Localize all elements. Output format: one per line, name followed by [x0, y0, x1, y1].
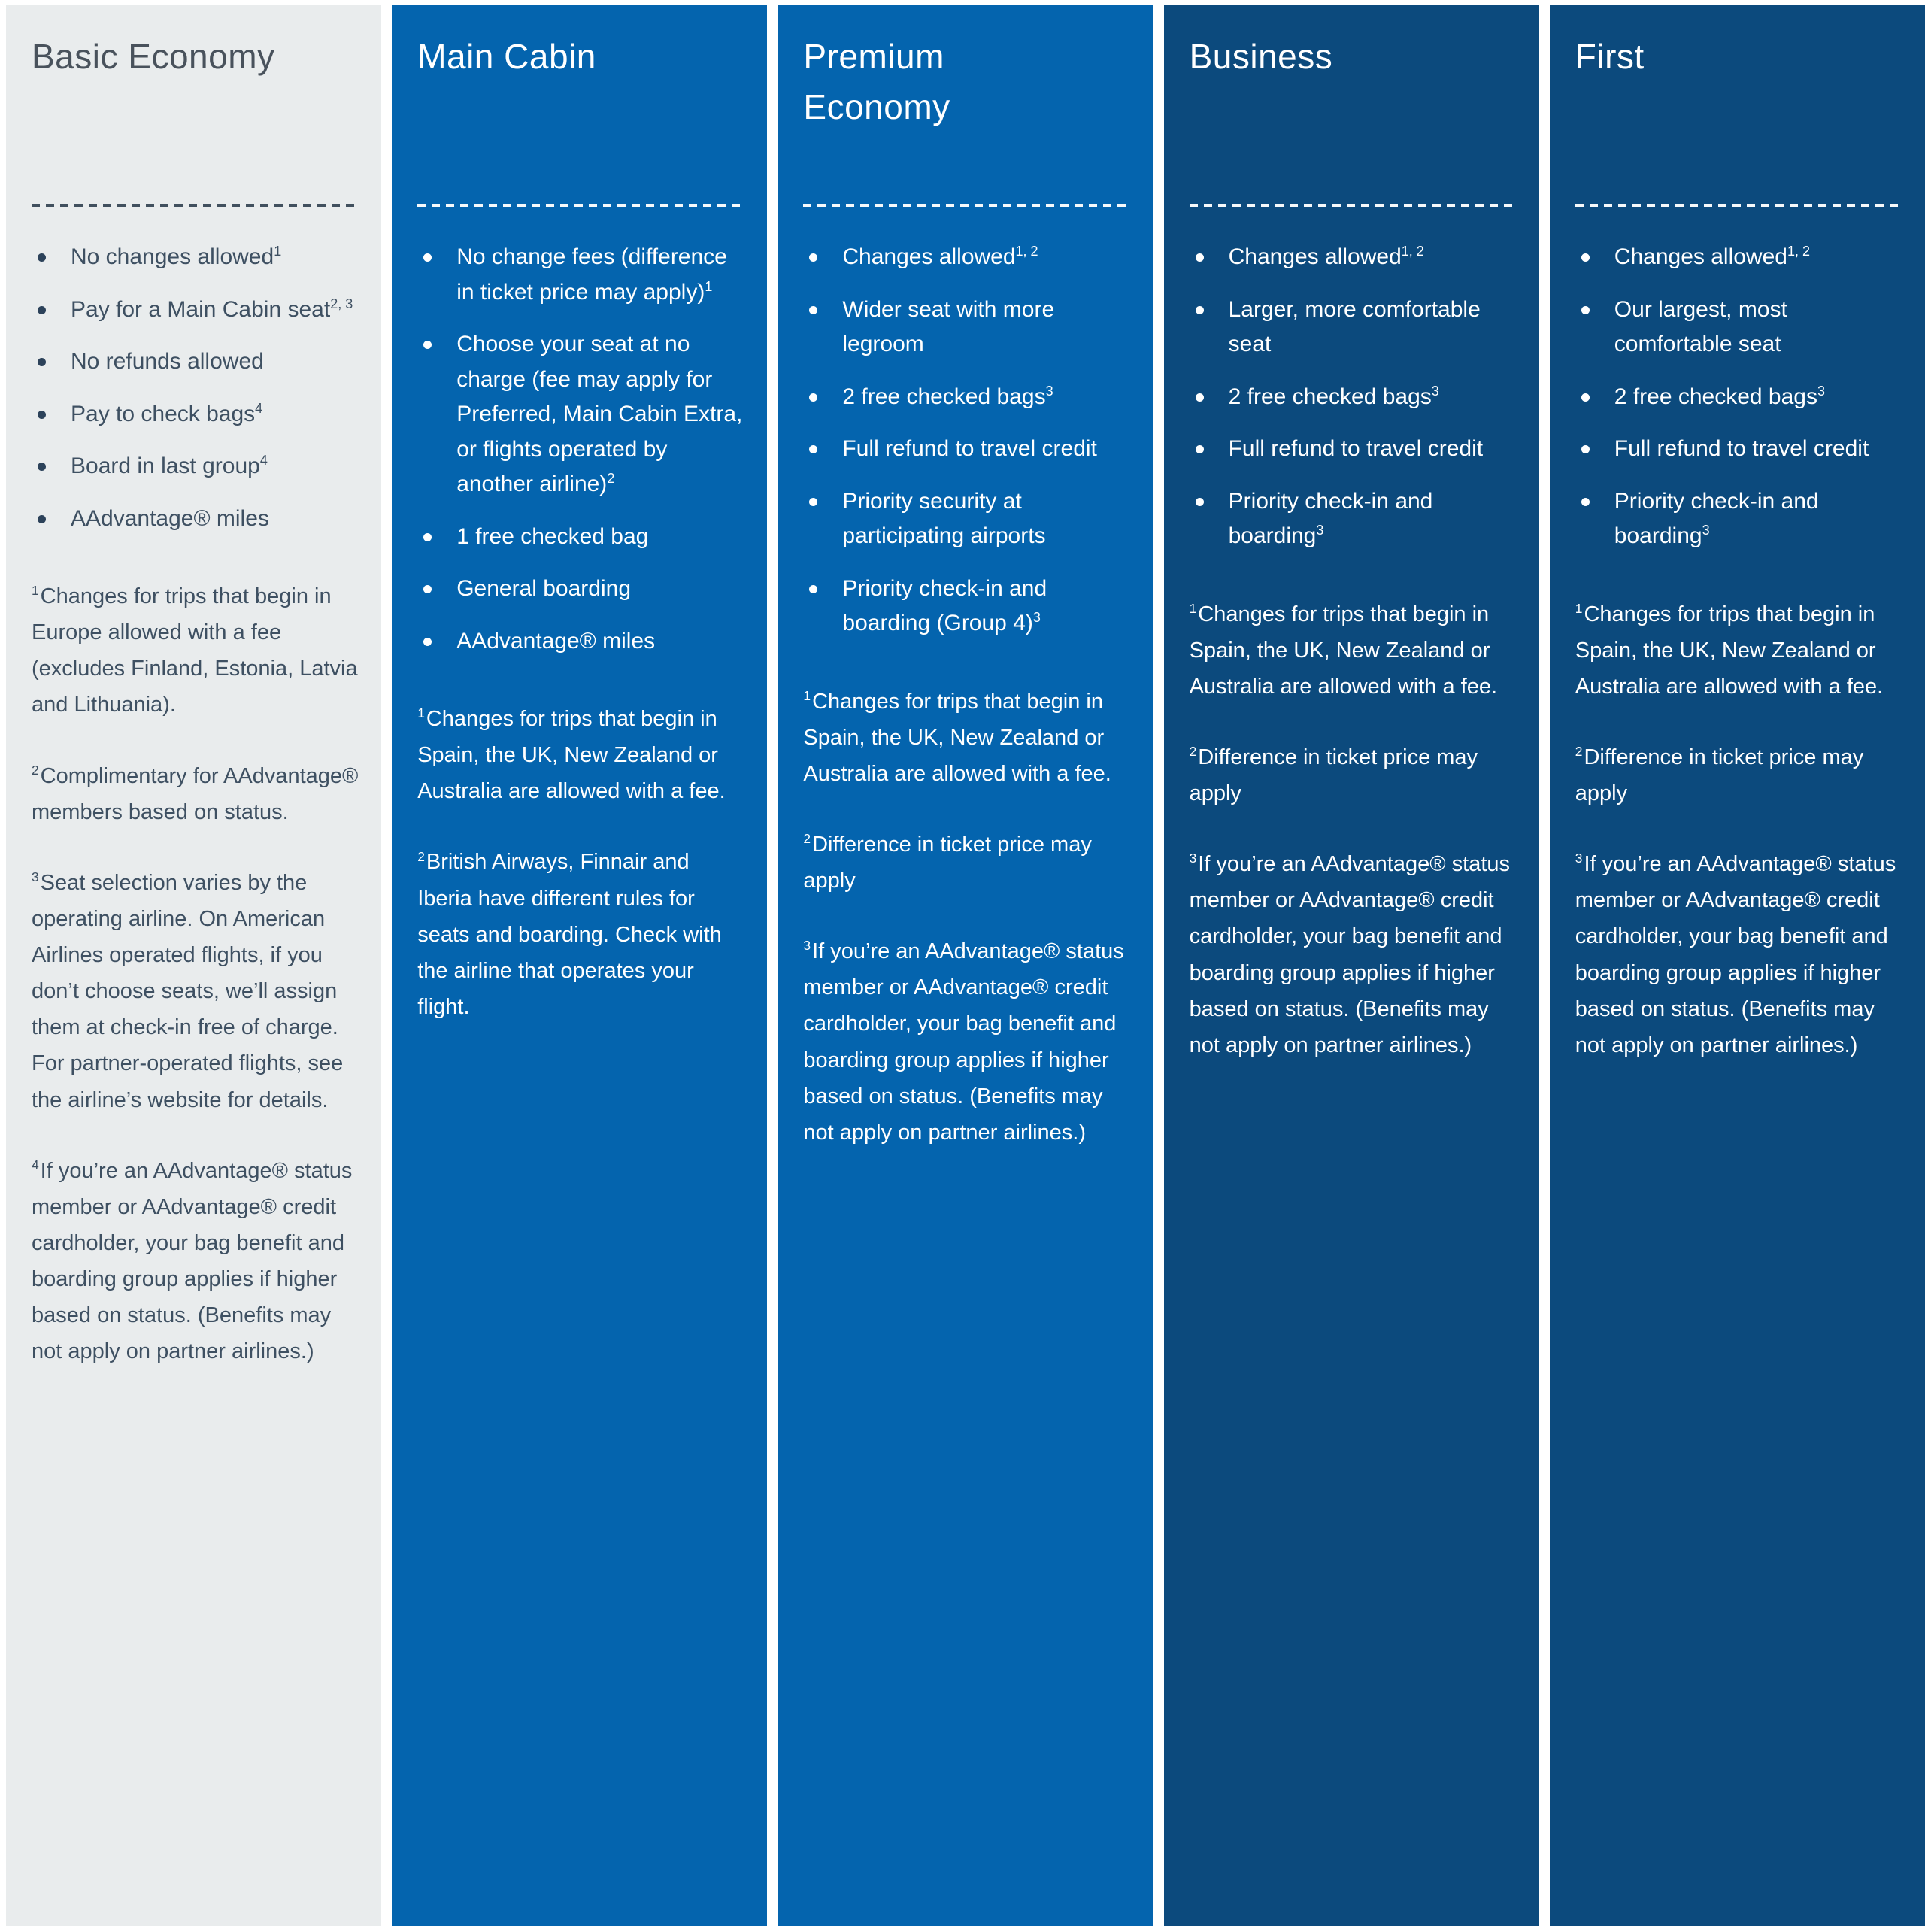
bullet-icon	[1581, 393, 1590, 402]
benefit-list	[1575, 240, 1902, 554]
footnote-list	[32, 578, 359, 1369]
footnote: $^2$Difference in ticket price may apply	[803, 831, 1092, 893]
bullet-icon	[809, 585, 817, 593]
footnote: $^1$Changes for trips that begin in Spain, the UK, New Zealand or Australia are allowed with a fee.	[803, 687, 1111, 786]
benefit-item: 1 free checked bag	[417, 520, 744, 555]
bullet-icon	[809, 498, 817, 506]
benefit-item: Board in last group$^4$	[32, 449, 359, 484]
benefit-item: 2 free checked bags$^3$	[1575, 380, 1902, 415]
footnote: $^3$Seat selection varies by the operating airline. On American Airlines operated flights, if you don’t choose seats, we’ll assign them at check-in free of charge. For partner-operated flights, see the airline’s website for details.	[32, 869, 344, 1112]
benefit-item: Priority check-in and boarding$^3$	[1575, 484, 1902, 554]
bullet-icon	[1196, 498, 1204, 506]
benefit-item: Full refund to travel credit	[803, 432, 1130, 467]
dashed-divider	[1575, 204, 1902, 207]
benefit-item: No change fees (difference in ticket price may apply)$^1$	[417, 240, 744, 310]
benefit-item: Choose your seat at no charge (fee may apply for Preferred, Main Cabin Extra, or flights operated by another airline)$^2$	[417, 327, 744, 502]
benefit-item: 2 free checked bags$^3$	[803, 380, 1130, 415]
column-title: Basic Economy	[32, 37, 275, 76]
fare-column-business	[1164, 5, 1539, 1926]
footnote: $^2$Complimentary for AAdvantage® members based on status.	[32, 762, 359, 824]
benefit-item: Pay to check bags$^4$	[32, 397, 359, 432]
benefit-list	[417, 240, 744, 659]
benefit-list	[32, 240, 359, 536]
benefit-item: Priority check-in and boarding$^3$	[1190, 484, 1517, 554]
footnote-list	[803, 684, 1130, 1151]
bullet-icon	[423, 638, 432, 646]
bullet-icon	[38, 253, 46, 262]
benefit-item: Full refund to travel credit	[1575, 432, 1902, 467]
bullet-icon	[423, 253, 432, 262]
footnote: $^1$Changes for trips that begin in Europe allowed with a fee (excludes Finland, Estonia, Latvia and Lithuania).	[32, 583, 358, 717]
fare-column-basic-economy	[6, 5, 381, 1926]
footnote: $^2$Difference in ticket price may apply	[1189, 744, 1478, 805]
bullet-icon	[38, 463, 46, 471]
bullet-icon	[38, 358, 46, 366]
dashed-divider	[1190, 204, 1517, 207]
dashed-divider	[417, 204, 744, 207]
benefit-item: General boarding	[417, 572, 744, 607]
footnote: $^2$Difference in ticket price may apply	[1575, 744, 1864, 805]
bullet-icon	[1581, 306, 1590, 314]
benefit-item: Changes allowed$^{1, 2}$	[1575, 240, 1902, 275]
benefit-item: Our largest, most comfortable seat	[1575, 293, 1902, 362]
bullet-icon	[1196, 445, 1204, 453]
bullet-icon	[1196, 253, 1204, 262]
benefit-item: Changes allowed$^{1, 2}$	[1190, 240, 1517, 275]
benefit-item: AAdvantage® miles	[32, 502, 359, 537]
bullet-icon	[809, 253, 817, 262]
column-header	[1575, 32, 1902, 204]
column-title: Business	[1189, 37, 1333, 76]
bullet-icon	[38, 306, 46, 314]
benefit-item: No refunds allowed	[32, 344, 359, 380]
bullet-icon	[1196, 306, 1204, 314]
footnote: $^1$Changes for trips that begin in Spain, the UK, New Zealand or Australia are allowed with a fee.	[1575, 600, 1884, 699]
footnote-list	[1575, 596, 1902, 1063]
bullet-icon	[809, 306, 817, 314]
footnote: $^1$Changes for trips that begin in Spain, the UK, New Zealand or Australia are allowed with a fee.	[1189, 600, 1498, 699]
benefit-item: Full refund to travel credit	[1190, 432, 1517, 467]
fare-column-first	[1550, 5, 1925, 1926]
bullet-icon	[1196, 393, 1204, 402]
bullet-icon	[1581, 253, 1590, 262]
benefit-item: Pay for a Main Cabin seat$^{2, 3}$	[32, 293, 359, 328]
bullet-icon	[423, 341, 432, 349]
bullet-icon	[423, 585, 432, 593]
benefit-item: 2 free checked bags$^3$	[1190, 380, 1517, 415]
benefit-item: Priority security at participating airports	[803, 484, 1130, 554]
bullet-icon	[1581, 498, 1590, 506]
column-header	[803, 32, 1130, 204]
benefit-item: Priority check-in and boarding (Group 4)$^3$	[803, 572, 1130, 641]
fare-column-premium-economy	[778, 5, 1153, 1926]
footnote: $^1$Changes for trips that begin in Spain, the UK, New Zealand or Australia are allowed with a fee.	[417, 705, 726, 804]
benefit-item: AAdvantage® miles	[417, 624, 744, 660]
benefit-list	[803, 240, 1130, 641]
bullet-icon	[38, 411, 46, 419]
bullet-icon	[1581, 445, 1590, 453]
column-title: First	[1575, 37, 1645, 76]
column-header	[32, 32, 359, 204]
bullet-icon	[38, 515, 46, 523]
column-title: Main Cabin	[417, 37, 596, 76]
fare-column-main-cabin	[392, 5, 767, 1926]
bullet-icon	[809, 393, 817, 402]
benefit-item: Wider seat with more legroom	[803, 293, 1130, 362]
column-header	[1190, 32, 1517, 204]
benefit-item: Larger, more comfortable seat	[1190, 293, 1517, 362]
dashed-divider	[32, 204, 359, 207]
dashed-divider	[803, 204, 1130, 207]
column-title: Premium Economy	[803, 37, 950, 126]
column-header	[417, 32, 744, 204]
footnote-list	[1190, 596, 1517, 1063]
bullet-icon	[423, 533, 432, 541]
footnote: $^3$If you’re an AAdvantage® status member or AAdvantage® credit cardholder, your bag benefit and boarding group applies if higher based on status. (Benefits may not apply on partner airlines.)	[1189, 851, 1511, 1057]
benefit-list	[1190, 240, 1517, 554]
benefit-item: Changes allowed$^{1, 2}$	[803, 240, 1130, 275]
footnote: $^4$If you’re an AAdvantage® status member or AAdvantage® credit cardholder, your bag benefit and boarding group applies if higher based on status. (Benefits may not apply on partner airlines.)	[32, 1157, 353, 1364]
benefit-item: No changes allowed$^1$	[32, 240, 359, 275]
footnote: $^3$If you’re an AAdvantage® status member or AAdvantage® credit cardholder, your bag benefit and boarding group applies if higher based on status. (Benefits may not apply on partner airlines.)	[1575, 851, 1896, 1057]
footnote-list	[417, 701, 744, 1025]
bullet-icon	[809, 445, 817, 453]
footnote: $^2$British Airways, Finnair and Iberia have different rules for seats and boarding. Check with the airline that operates your flight.	[417, 848, 722, 1019]
footnote: $^3$If you’re an AAdvantage® status member or AAdvantage® credit cardholder, your bag benefit and boarding group applies if higher based on status. (Benefits may not apply on partner airlines.)	[803, 938, 1124, 1145]
